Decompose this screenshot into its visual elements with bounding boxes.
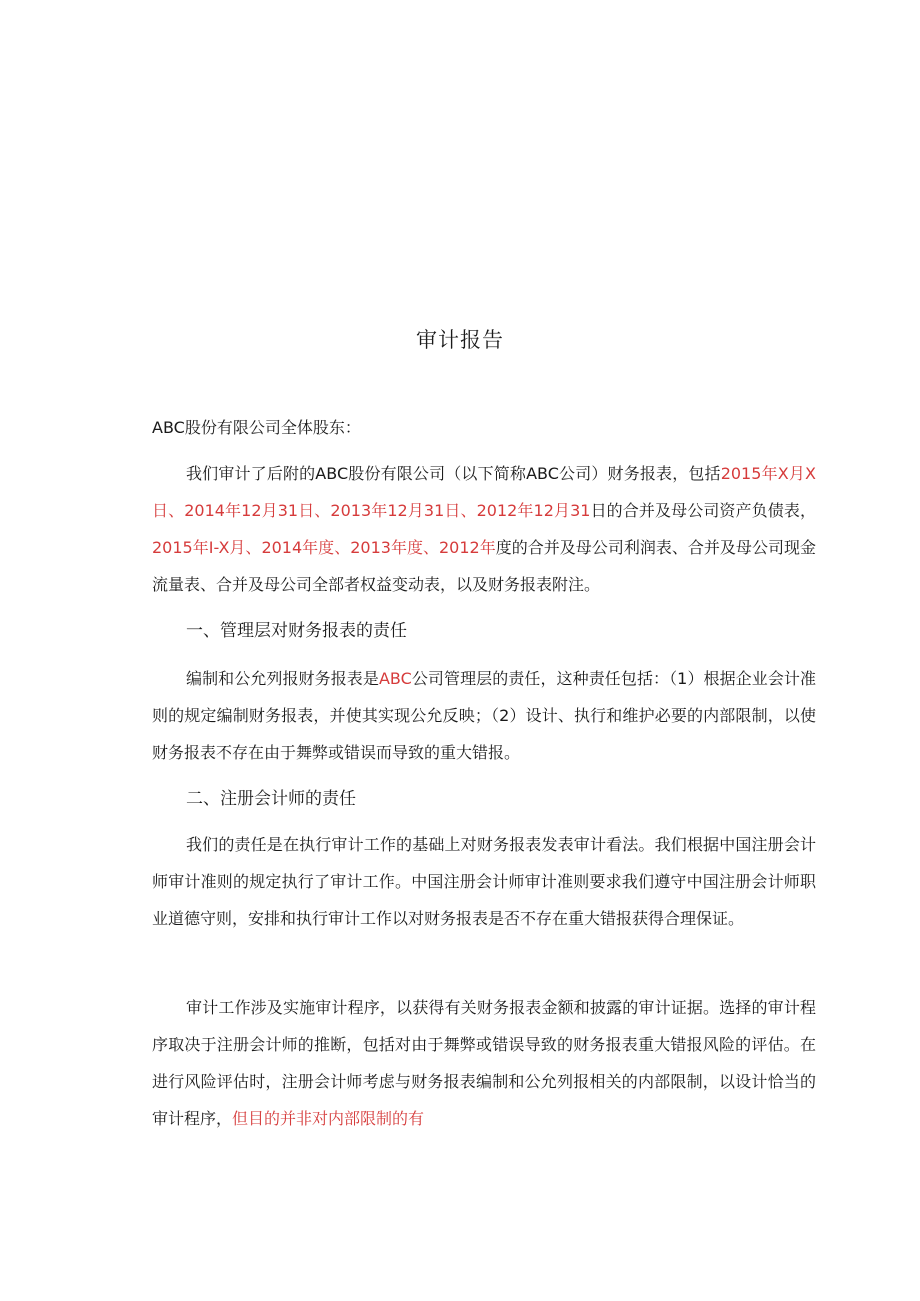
highlighted-periods: 2015年I-X月、2014年度、2013年度、2012年	[152, 538, 496, 557]
text-segment: 日的合并及母公司资产负债表，	[590, 501, 816, 520]
salutation: ABC股份有限公司全体股东：	[152, 418, 361, 437]
text-segment: 我们审计了后附的ABC股份有限公司（以下简称ABC公司）财务报表，包括	[186, 464, 721, 483]
page-title: 审计报告	[416, 328, 504, 352]
section-heading-management: 一、管理层对财务报表的责任	[186, 621, 407, 641]
text-segment: 编制和公允列报财务报表是	[186, 669, 379, 688]
highlighted-company: ABC	[378, 669, 412, 688]
section-heading-auditor: 二、注册会计师的责任	[186, 789, 356, 809]
text-segment: 度的合并及母公司利润表、合并及母公司现金流量表、合并及母公司全部者权益变动表，以及财务报表附注。	[152, 538, 816, 594]
highlighted-text: 但目的并非对内部限制的有	[232, 1109, 425, 1128]
paragraph-management-responsibility	[152, 660, 816, 771]
paragraph-scope	[152, 455, 816, 603]
paragraph-auditor-responsibility: 我们的责任是在执行审计工作的基础上对财务报表发表审计看法。我们根据中国注册会计师审计准则的规定执行了审计工作。中国注册会计师审计准则要求我们遵守中国注册会计师职业道德守则，安排和执行审计工作以对财务报表是否不存在重大错报获得合理保证。	[152, 835, 816, 928]
text-segment: 审计工作涉及实施审计程序，以获得有关财务报表金额和披露的审计证据。选择的审计程序取决于注册会计师的推断，包括对由于舞弊或错误导致的财务报表重大错报风险的评估。在进行风险评估时，注册会计师考虑与财务报表编制和公允列报相关的内部限制，以设计恰当的审计程序，	[152, 998, 816, 1128]
paragraph-audit-procedures	[152, 989, 816, 1137]
highlighted-dates: 2015年X月X日、2014年12月31日、2013年12月31日、2012年12月31	[152, 464, 816, 520]
text-segment: 公司管理层的责任，这种责任包括：（1）根据企业会计准则的规定编制财务报表，并使其实现公允反映；（2）设计、执行和维护必要的内部限制，以使财务报表不存在由于舞弊或错误而导致的重大错报。	[152, 669, 816, 762]
